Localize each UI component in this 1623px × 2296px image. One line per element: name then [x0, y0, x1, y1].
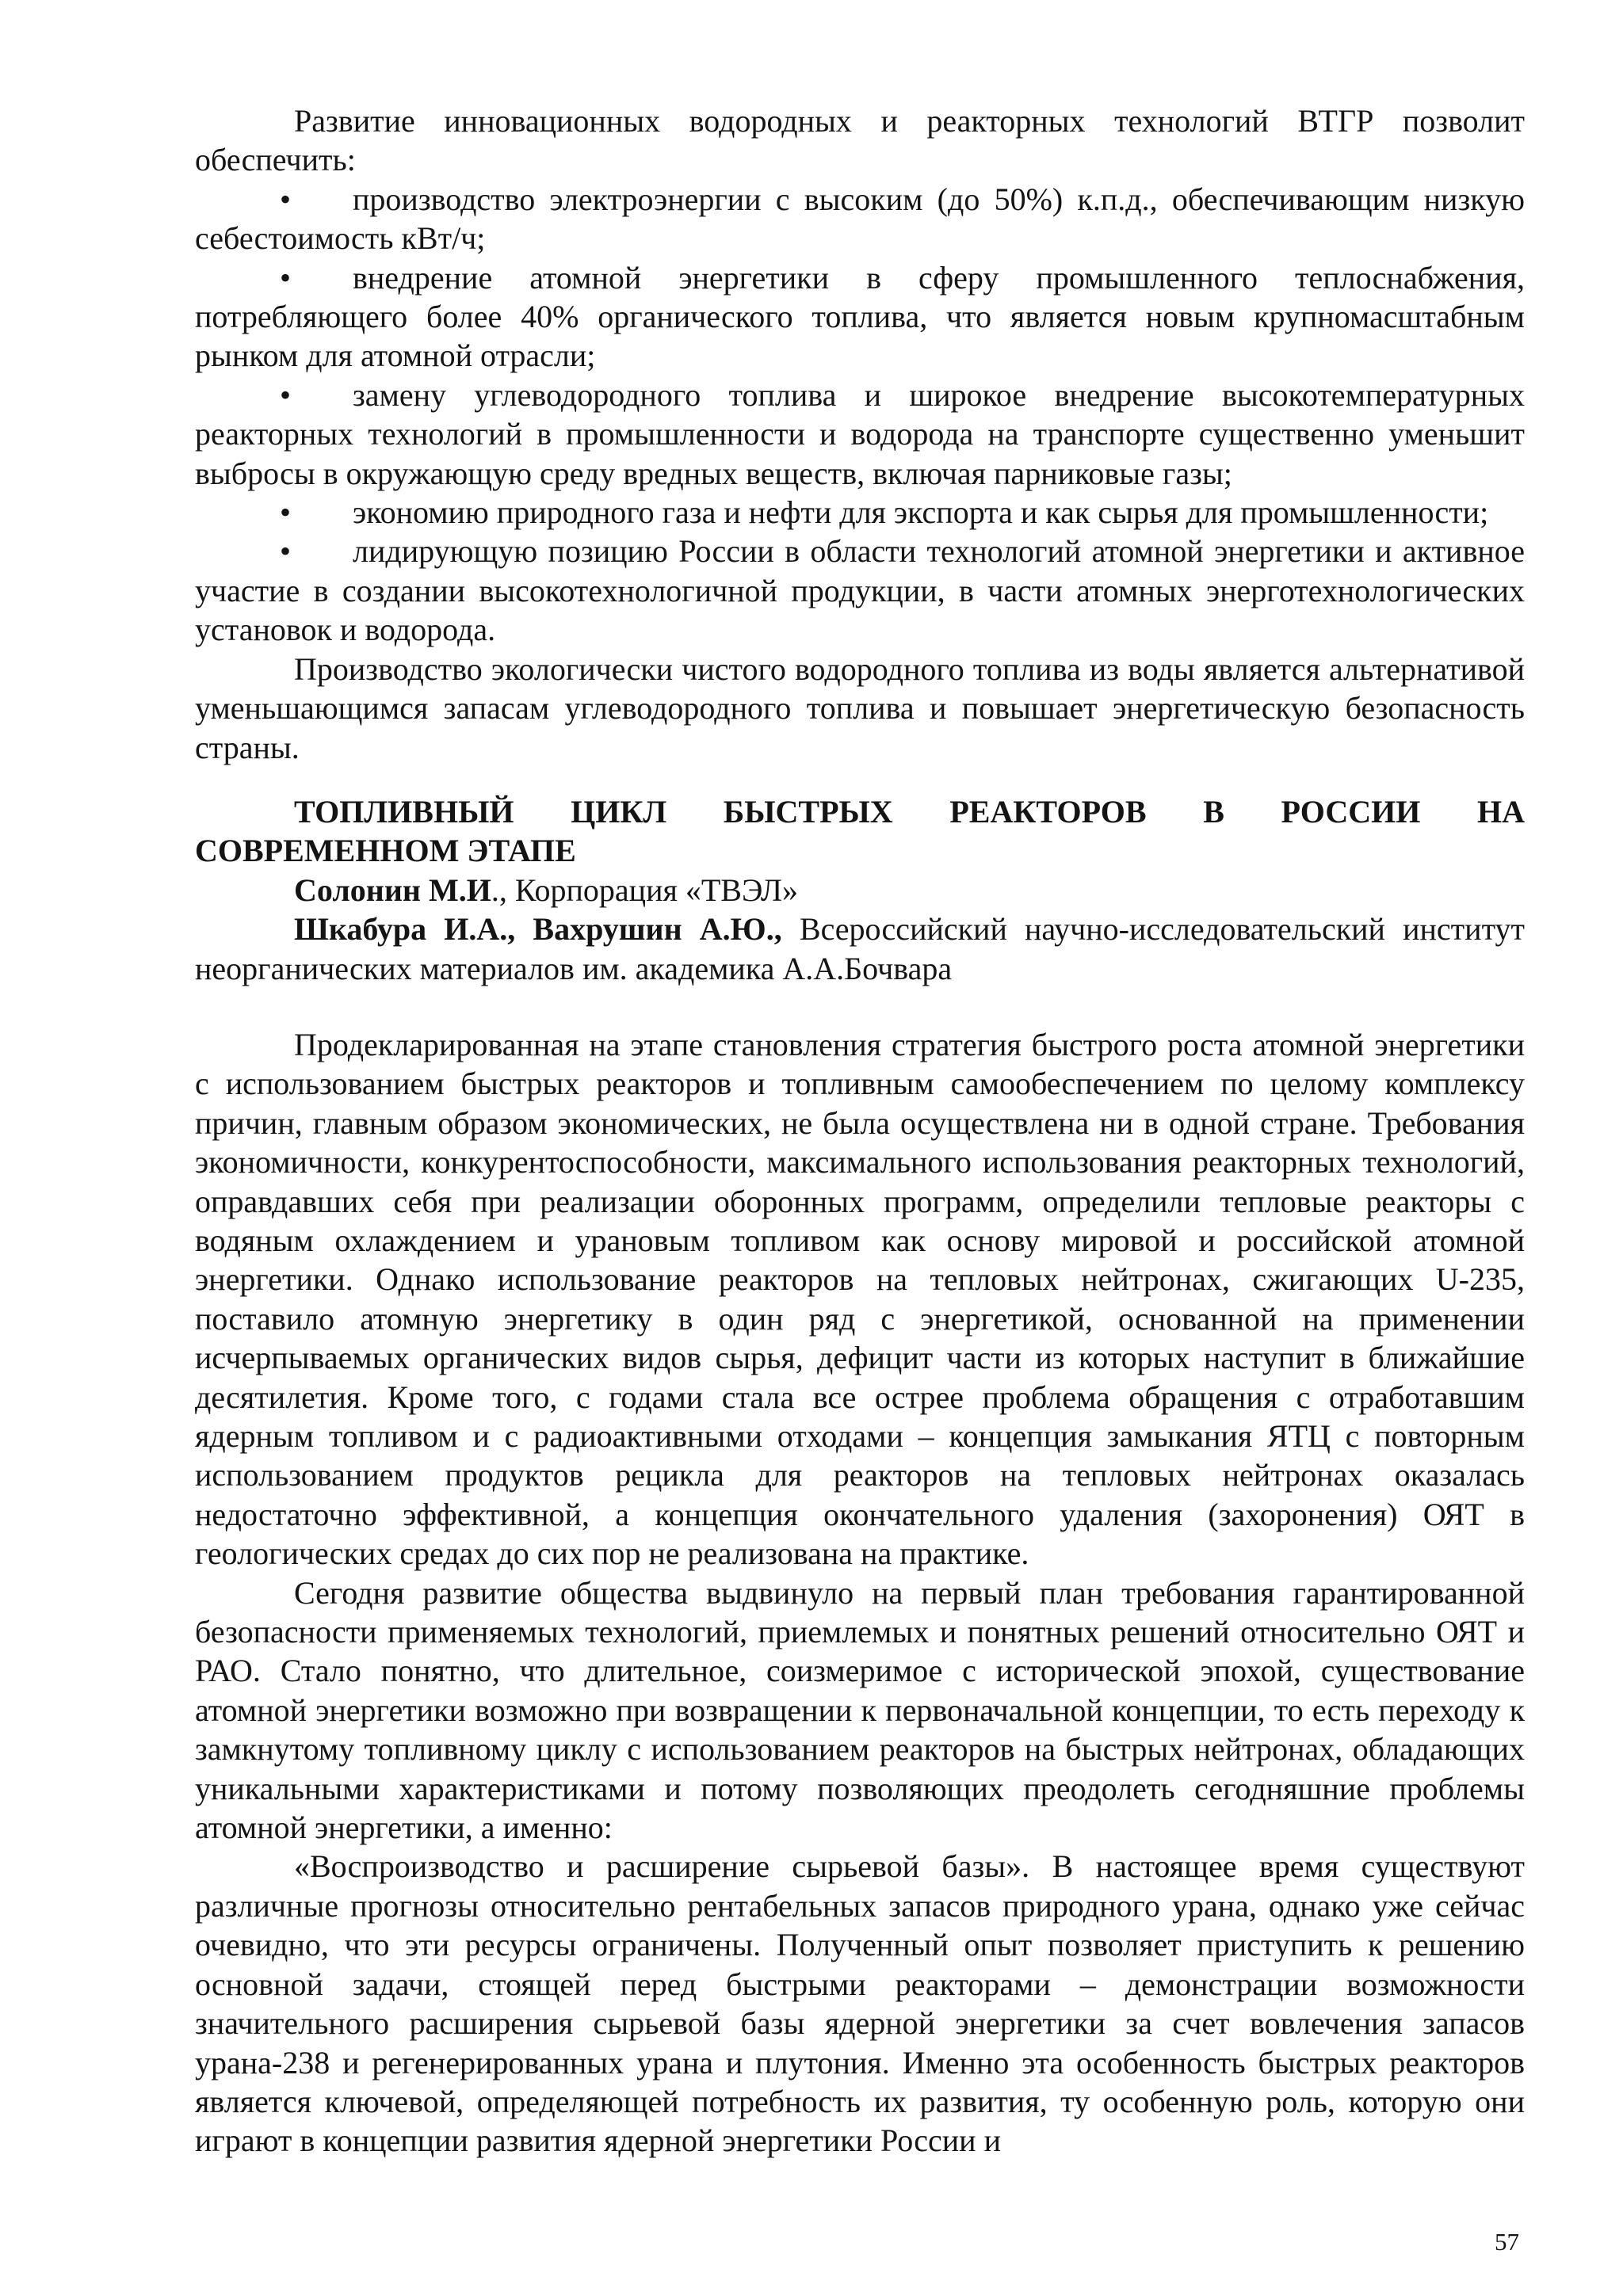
author-affiliation: ., Корпорация «ТВЭЛ» [491, 871, 798, 908]
list-item-text: лидирующую позицию России в области технологий атомной энергетики и активное участие в создании высокотехнологичной продукции, в части атомных энерготехнологических установок и водорода. [195, 533, 1525, 648]
author-line [195, 871, 1525, 910]
bullet-icon: • [280, 259, 292, 296]
author-affiliation: Всероссийский научно-исследовательский институт неорганических материалов им. академика А.А.Бочвара [195, 911, 1525, 986]
author-line [195, 910, 1525, 988]
body-paragraph: Сегодня развитие общества выдвинуло на первый план требования гарантированной безопасности применяемых технологий, приемлемых и понятных решений относительно ОЯТ и РАО. Стало понятно, что длительное, соизмеримое с исторической эпохой, существование атомной энергетики возможно при возвращении к первоначальной концепции, то есть переходу к замкнутому топливному циклу с использованием реакторов на быстрых нейтронах, обладающих уникальными характеристиками и потому позволяющих преодолеть сегодняшние проблемы атомной энергетики, а именно: [195, 1574, 1525, 1846]
body-paragraph: «Воспроизводство и расширение сырьевой базы». В настоящее время существуют различные прогнозы относительно рентабельных запасов природного урана, однако уже сейчас очевидно, что эти ресурсы ограничены. Полученный опыт позволяет приступить к решению основной задачи, стоящей перед быстрыми реакторами – демонстрации возможности значительного расширения сырьевой базы ядерной энергетики за счет вовлечения запасов урана-238 и регенерированных урана и плутония. Именно эта особенность быстрых реакторов является ключевой, определяющей потребность их развития, ту особенную роль, которую они играют в концепции развития ядерной энергетики России и [195, 1848, 1525, 2159]
list-item [195, 258, 1525, 376]
list-item-text: производство электроэнергии с высоким (до 50%) к.п.д., обеспечивающим низкую себестоимость кВт/ч; [195, 181, 1525, 257]
bullet-icon: • [280, 494, 292, 531]
author-name: Солонин М.И [294, 871, 491, 908]
author-name: Шкабура И.А., Вахрушин А.Ю., [294, 911, 782, 948]
page-number: 57 [1495, 2228, 1519, 2256]
list-item [195, 493, 1525, 532]
intro-lead-paragraph: Развитие инновационных водородных и реакторных технологий ВТГР позволит обеспечить: [195, 103, 1525, 178]
intro-closing-paragraph: Производство экологически чистого водородного топлива из воды является альтернативой уменьшающимся запасам углеводородного топлива и повышает энергетическую безопасность страны. [195, 650, 1525, 765]
bullet-icon: • [280, 181, 292, 217]
body-paragraph: Продекларированная на этапе становления стратегия быстрого роста атомной энергетики с использованием быстрых реакторов и топливным самообеспечением по целому комплексу причин, главным образом экономических, не была осуществлена ни в одной стране. Требования экономичности, конкурентоспособности, максимального использования реакторных технологий, оправдавших себя при реализации оборонных программ, определили тепловые реакторы с водяным охлаждением и урановым топливом как основу мировой и российской атомной энергетики. Однако использование реакторов на тепловых нейтронах, сжигающих U-235, поставило атомную энергетику в один ряд с энергетикой, основанной на применении исчерпываемых органических видов сырья, дефицит части из которых наступит в ближайшие десятилетия. Кроме того, с годами стала все острее проблема обращения с отработавшим ядерным топливом и с радиоактивными отходами – концепция замыкания ЯТЦ с повторным использованием продуктов рецикла для реакторов на тепловых нейтронах оказалась недостаточно эффективной, а концепция окончательного удаления (захоронения) ОЯТ в геологических средах до сих пор не реализована на практике. [195, 1026, 1525, 1572]
list-item [195, 532, 1525, 649]
list-item [195, 376, 1525, 493]
article-title-line-2: СОВРЕМЕННОМ ЭТАПЕ [195, 833, 576, 869]
list-item [195, 180, 1525, 258]
article-title-line-1: ТОПЛИВНЫЙ ЦИКЛ БЫСТРЫХ РЕАКТОРОВ В РОССИИ НА [294, 793, 1525, 830]
bullet-icon: • [280, 533, 292, 570]
document-page [195, 101, 1525, 2161]
article-title [195, 792, 1525, 871]
section-spacer [195, 988, 1525, 1025]
list-item-text: экономию природного газа и нефти для экспорта и как сырья для промышленности; [353, 494, 1489, 531]
bullet-icon: • [280, 376, 292, 413]
list-item-text: внедрение атомной энергетики в сферу промышленного теплоснабжения, потребляющего более 40% органического топлива, что является новым крупномасштабным рынком для атомной отрасли; [195, 259, 1525, 374]
list-item-text: замену углеводородного топлива и широкое внедрение высокотемпературных реакторных технологий в промышленности и водорода на транспорте существенно уменьшит выбросы в окружающую среду вредных веществ, включая парниковые газы; [195, 376, 1525, 491]
